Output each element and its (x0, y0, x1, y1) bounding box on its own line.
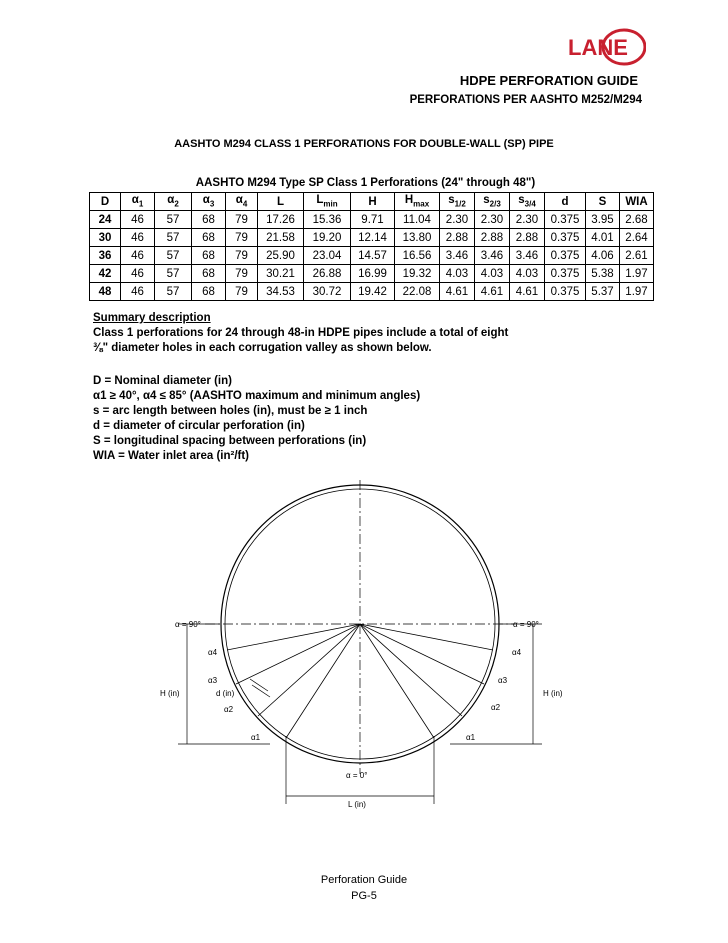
table-cell: 4.61 (510, 283, 545, 301)
table-cell: 9.71 (351, 211, 395, 229)
header-title: HDPE PERFORATION GUIDE (459, 73, 638, 88)
col-header-s34: $s_{3/4}$ (510, 193, 545, 211)
table-cell: 13.80 (395, 229, 440, 247)
table-cell: 34.53 (258, 283, 304, 301)
table-cell: 46 (121, 265, 155, 283)
col-header-s12: $s_{1/2}$ (440, 193, 475, 211)
table-cell: 17.26 (258, 211, 304, 229)
table-cell: 57 (155, 229, 192, 247)
col-header-alpha4: $\alpha_4$ (226, 193, 258, 211)
table-cell: 57 (155, 211, 192, 229)
table-cell: 21.58 (258, 229, 304, 247)
definition-D: D = Nominal diameter (in) (93, 375, 232, 387)
table-cell: 16.99 (351, 265, 395, 283)
summary-title: Summary description (93, 312, 211, 324)
table-cell: 19.20 (304, 229, 351, 247)
perforation-table (89, 192, 654, 301)
definition-alpha: α1 ≥ 40°, α4 ≤ 85° (AASHTO maximum and minimum angles) (93, 390, 421, 402)
table-cell: 30.72 (304, 283, 351, 301)
alpha1-left-label: α1 (251, 733, 261, 742)
table-caption: AASHTO M294 Type SP Class 1 Perforations (24" through 48") (195, 177, 536, 189)
definition-S: S = longitudinal spacing between perforations (in) (93, 435, 367, 447)
table-cell: 46 (121, 247, 155, 265)
table-cell: 30 (90, 229, 121, 247)
table-cell: 2.88 (475, 229, 510, 247)
alpha1-right-label: α1 (466, 733, 476, 742)
table-cell: 24 (90, 211, 121, 229)
alpha4-left-label: α4 (208, 648, 218, 657)
table-cell: 3.46 (475, 247, 510, 265)
logo-text: LANE (568, 35, 628, 60)
table-cell: 2.88 (440, 229, 475, 247)
table-cell: 2.30 (510, 211, 545, 229)
table-cell: 4.03 (475, 265, 510, 283)
table-cell: 4.61 (475, 283, 510, 301)
table-cell: 30.21 (258, 265, 304, 283)
col-header-D: D (90, 193, 121, 211)
table-cell: 57 (155, 247, 192, 265)
col-header-S: S (586, 193, 620, 211)
footer-title: Perforation Guide (320, 874, 408, 886)
col-header-WIA: WIA (620, 193, 654, 211)
col-header-s23: $s_{2/3}$ (475, 193, 510, 211)
col-header-alpha1: $\alpha_1$ (121, 193, 155, 211)
table-cell: 68 (192, 229, 226, 247)
table-cell: 46 (121, 229, 155, 247)
table-cell: 0.375 (545, 247, 586, 265)
table-cell: 2.68 (620, 211, 654, 229)
col-header-d: d (545, 193, 586, 211)
definitions-list (93, 374, 420, 464)
alpha3-left-label: α3 (208, 676, 218, 685)
table-cell: 19.32 (395, 265, 440, 283)
alpha4-right-label: α4 (512, 648, 522, 657)
table-cell: 3.46 (440, 247, 475, 265)
table-cell: 26.88 (304, 265, 351, 283)
table-cell: 36 (90, 247, 121, 265)
d-dimension-tick (252, 685, 270, 697)
table-row (90, 211, 654, 229)
table-cell: 68 (192, 265, 226, 283)
table-cell: 1.97 (620, 283, 654, 301)
col-header-L: L (258, 193, 304, 211)
table-cell: 19.42 (351, 283, 395, 301)
table-cell: 4.03 (510, 265, 545, 283)
table-cell: 3.46 (510, 247, 545, 265)
table-cell: 48 (90, 283, 121, 301)
table-cell: 79 (226, 229, 258, 247)
table-cell: 68 (192, 283, 226, 301)
alpha3-right-label: α3 (498, 676, 508, 685)
table-cell: 15.36 (304, 211, 351, 229)
table-cell: 46 (121, 211, 155, 229)
l-label: L (in) (348, 800, 366, 809)
h-label-right: H (in) (543, 689, 563, 698)
col-header-Lmin: $L_{min}$ (304, 193, 351, 211)
table-cell: 12.14 (351, 229, 395, 247)
h-label-left: H (in) (160, 689, 180, 698)
table-cell: 68 (192, 247, 226, 265)
table-cell: 23.04 (304, 247, 351, 265)
summary-paragraph: Class 1 perforations for 24 through 48-in HDPE pipes include a total of eight ⅜" diameter holes in each corrugation valley as shown below. (93, 327, 509, 354)
col-header-alpha2: $\alpha_2$ (155, 193, 192, 211)
table-cell: 2.88 (510, 229, 545, 247)
table-cell: 57 (155, 283, 192, 301)
table-cell: 1.97 (620, 265, 654, 283)
alpha2-right-label: α2 (491, 703, 501, 712)
definition-s: s = arc length between holes (in), must be ≥ 1 inch (93, 405, 368, 417)
alpha90-right-label: α = 90° (513, 620, 539, 629)
col-header-H: H (351, 193, 395, 211)
table-cell: 57 (155, 265, 192, 283)
definition-d: d = diameter of circular perforation (in) (93, 420, 305, 432)
table-cell: 4.61 (440, 283, 475, 301)
d-dimension-tick (250, 679, 268, 691)
table-cell: 79 (226, 247, 258, 265)
alpha90-left-label: α = 90° (175, 620, 201, 629)
table-cell: 25.90 (258, 247, 304, 265)
table-header-row (90, 193, 654, 211)
table-cell: 0.375 (545, 211, 586, 229)
table-cell: 2.30 (440, 211, 475, 229)
lane-logo (566, 28, 646, 66)
table-cell: 5.38 (586, 265, 620, 283)
table-cell: 68 (192, 211, 226, 229)
page-number: PG-5 (351, 890, 377, 902)
table-cell: 11.04 (395, 211, 440, 229)
table-cell: 22.08 (395, 283, 440, 301)
col-header-Hmax: $H_{max}$ (395, 193, 440, 211)
table-row (90, 229, 654, 247)
table-cell: 5.37 (586, 283, 620, 301)
table-cell: 79 (226, 211, 258, 229)
table-row (90, 265, 654, 283)
table-cell: 2.30 (475, 211, 510, 229)
table-row (90, 283, 654, 301)
table-cell: 14.57 (351, 247, 395, 265)
col-header-alpha3: $\alpha_3$ (192, 193, 226, 211)
table-cell: 79 (226, 265, 258, 283)
table-cell: 2.64 (620, 229, 654, 247)
table-cell: 0.375 (545, 283, 586, 301)
d-label: d (in) (216, 689, 235, 698)
table-cell: 46 (121, 283, 155, 301)
alpha0-label: α = 0° (346, 771, 368, 780)
alpha2-left-label: α2 (224, 705, 234, 714)
table-cell: 0.375 (545, 265, 586, 283)
table-cell: 3.95 (586, 211, 620, 229)
table-cell: 0.375 (545, 229, 586, 247)
table-cell: 2.61 (620, 247, 654, 265)
document-title: AASHTO M294 CLASS 1 PERFORATIONS FOR DOUBLE-WALL (SP) PIPE (174, 138, 554, 150)
header-subtitle: PERFORATIONS PER AASHTO M252/M294 (409, 94, 642, 106)
table-cell: 42 (90, 265, 121, 283)
table-cell: 4.01 (586, 229, 620, 247)
definition-WIA: WIA = Water inlet area (in²/ft) (93, 450, 250, 462)
table-cell: 4.06 (586, 247, 620, 265)
table-row (90, 247, 654, 265)
table-cell: 16.56 (395, 247, 440, 265)
table-cell: 4.03 (440, 265, 475, 283)
perforation-diagram (150, 474, 570, 819)
table-cell: 79 (226, 283, 258, 301)
